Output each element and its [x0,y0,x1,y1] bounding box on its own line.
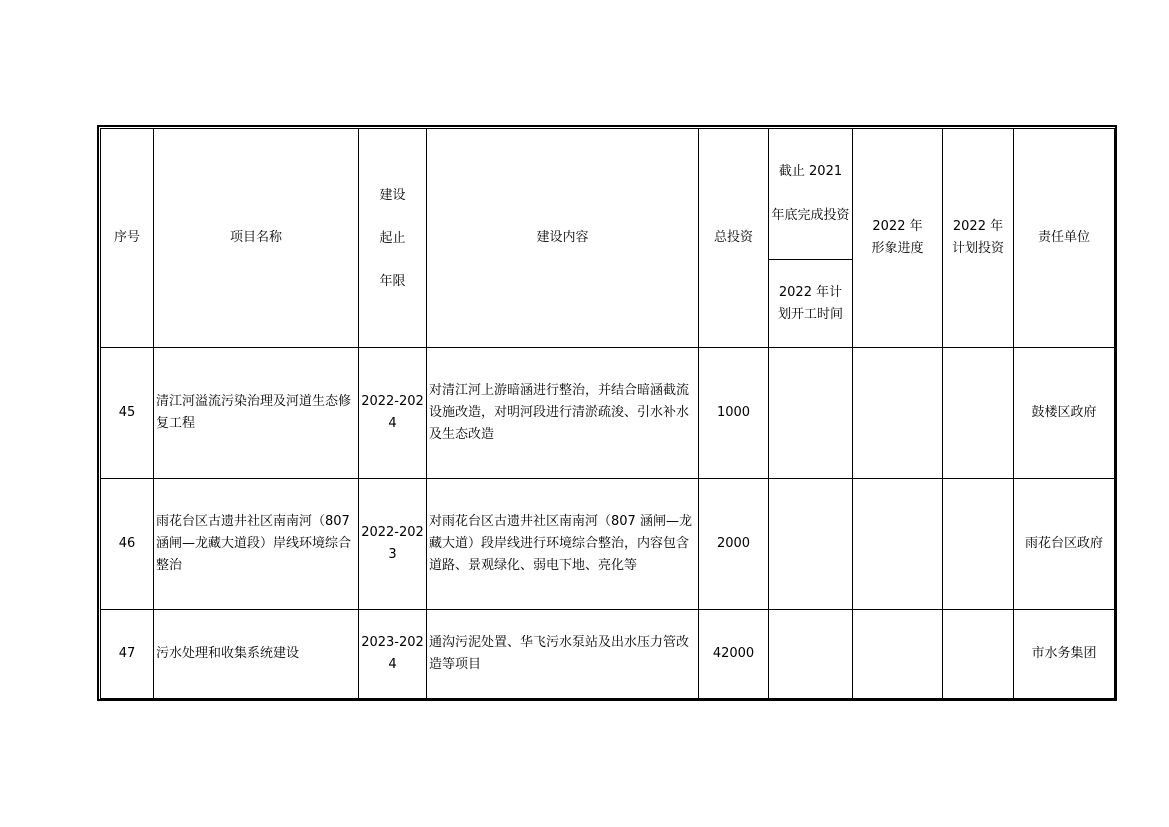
row-period: 2023-2024 [359,610,427,699]
row-seq: 46 [101,479,154,610]
row-name: 清江河溢流污染治理及河道生态修复工程 [154,348,359,479]
row-total: 42000 [699,610,769,699]
row-total: 2000 [699,479,769,610]
header-period-line-1: 建设 [379,187,406,203]
header-progress: 2022 年形象进度 [853,129,943,348]
header-completed-upper: 截止 2021 年底完成投资 [769,129,853,260]
row-plan-invest [943,479,1014,610]
row-content: 通沟污泥处置、华飞污水泵站及出水压力管改造等项目 [427,610,699,699]
row-period: 2022-2023 [359,479,427,610]
row-seq: 47 [101,610,154,699]
row-completed [769,610,853,699]
header-total: 总投资 [699,129,769,348]
row-name: 雨花台区古遗井社区南南河（807 涵闸—龙藏大道段）岸线环境综合整治 [154,479,359,610]
header-plan-invest: 2022 年计划投资 [943,129,1014,348]
row-plan-invest [943,348,1014,479]
header-period-line-3: 年限 [379,273,406,289]
row-plan-invest [943,610,1014,699]
row-completed [769,348,853,479]
header-completed-lower: 2022 年计划开工时间 [769,260,853,348]
project-table [100,128,1115,699]
row-completed [769,479,853,610]
row-name: 污水处理和收集系统建设 [154,610,359,699]
table-row [101,479,1115,610]
row-content: 对清江河上游暗涵进行整治，并结合暗涵截流设施改造，对明河段进行清淤疏浚、引水补水及生态改造 [427,348,699,479]
row-period: 2022-2024 [359,348,427,479]
table-row [101,610,1115,699]
header-unit: 责任单位 [1014,129,1115,348]
row-progress [853,348,943,479]
header-period [359,129,427,348]
row-content: 对雨花台区古遗井社区南南河（807 涵闸—龙藏大道）段岸线进行环境综合整治，内容包含道路、景观绿化、弱电下地、亮化等 [427,479,699,610]
header-seq: 序号 [101,129,154,348]
row-unit: 鼓楼区政府 [1014,348,1115,479]
table-frame [97,125,1117,701]
table-row [101,348,1115,479]
header-content: 建设内容 [427,129,699,348]
row-unit: 市水务集团 [1014,610,1115,699]
row-progress [853,610,943,699]
row-unit: 雨花台区政府 [1014,479,1115,610]
row-seq: 45 [101,348,154,479]
row-total: 1000 [699,348,769,479]
header-name: 项目名称 [154,129,359,348]
row-progress [853,479,943,610]
header-period-line-2: 起止 [379,230,406,246]
